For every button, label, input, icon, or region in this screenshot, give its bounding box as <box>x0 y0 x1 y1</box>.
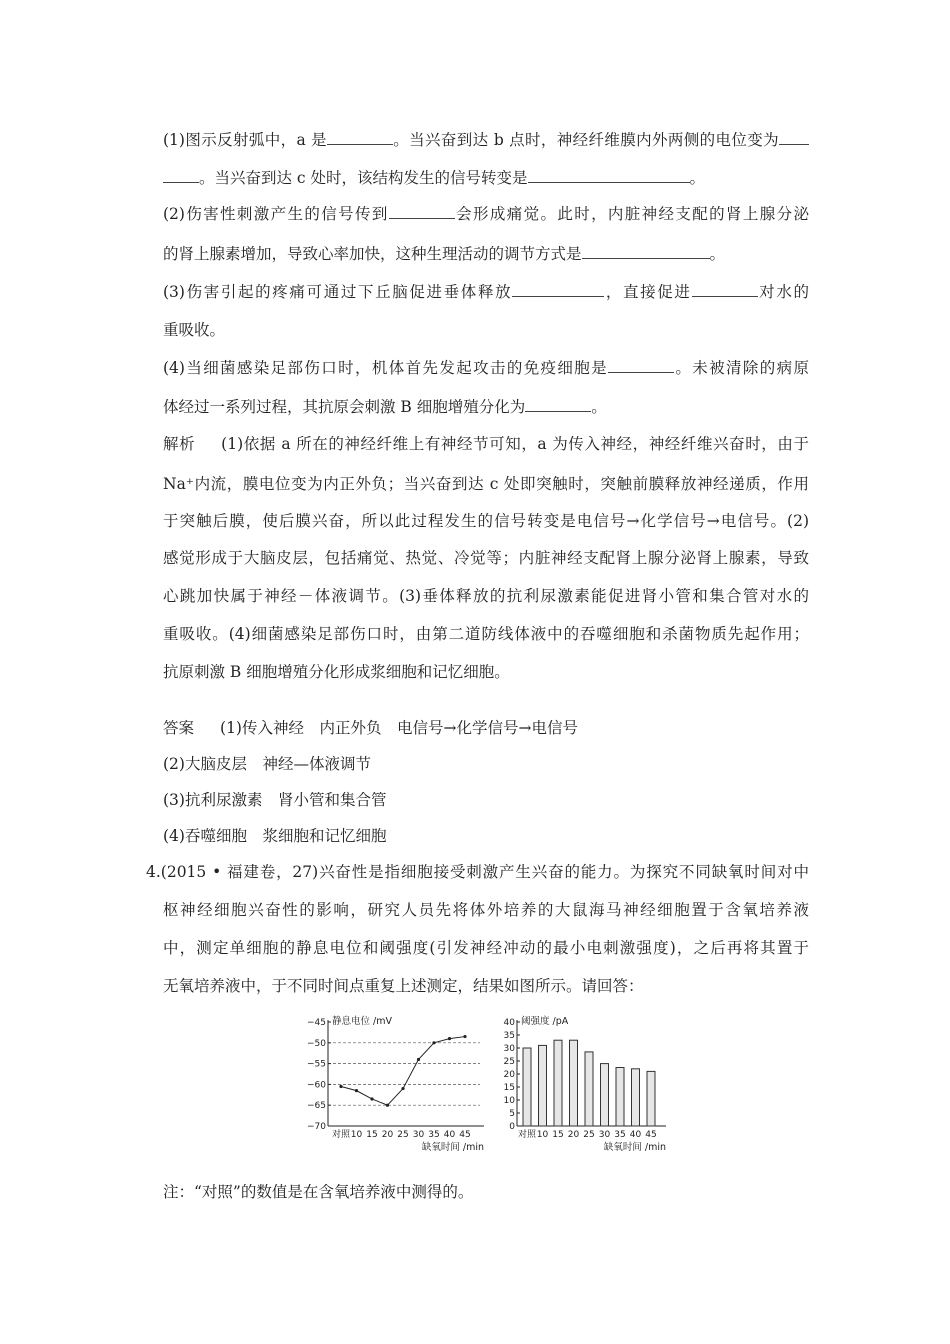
text: (4)当细菌感染足部伤口时，机体首先发起攻击的免疫细胞是 <box>163 359 609 377</box>
text: (3)伤害引起的疼痛可通过下丘脑促进垂体释放 <box>163 283 513 301</box>
q4-note: 注：“对照”的数值是在含氧培养液中测得的。 <box>163 1183 474 1201</box>
x-tick-label: 15 <box>366 1130 378 1140</box>
y-tick-label: 30 <box>503 1044 515 1054</box>
analysis-label: 解析 <box>163 435 196 453</box>
y-axis-label: 阈强度 /pA <box>521 1016 569 1027</box>
resting-potential-chart <box>307 1015 484 1152</box>
x-tick-label: 35 <box>614 1130 626 1140</box>
q4-line-1: 4.(2015 • 福建卷，27)兴奋性是指细胞接受刺激产生兴奋的能力。为探究不同缺氧时间对中 <box>146 863 809 881</box>
y-tick-label: 10 <box>503 1096 515 1106</box>
text: (1)依据 a 所在的神经纤维上有神经节可知，a 为传入神经，神经纤维兴奋时，由于 <box>221 435 809 453</box>
text: 。当兴奋到达 b 点时，神经纤维膜内外两侧的电位变为 <box>392 131 780 149</box>
text: 。 <box>591 398 607 416</box>
y-tick-label: 40 <box>503 1018 515 1028</box>
x-tick-label: 40 <box>443 1130 456 1140</box>
data-point <box>417 1058 420 1061</box>
answer-line-1 <box>163 718 809 738</box>
figure <box>290 1012 680 1152</box>
data-point <box>432 1041 435 1044</box>
analysis-line-5: 心跳加快属于神经－体液调节。(3)垂体释放的抗利尿激素能促进肾小管和集合管对水的 <box>163 587 809 605</box>
analysis-line-4: 感觉形成于大脑皮层，包括痛觉、热觉、冷觉等；内脏神经支配肾上腺分泌肾上腺素，导致 <box>163 549 809 567</box>
answer-blank <box>692 282 758 297</box>
x-tick-label: 40 <box>629 1130 642 1140</box>
answer-blank <box>512 282 604 297</box>
bar <box>632 1069 640 1126</box>
x-tick-label: 10 <box>350 1130 363 1140</box>
data-point <box>401 1087 404 1090</box>
y-tick-label: 35 <box>503 1031 515 1041</box>
answer-blank <box>582 244 710 259</box>
x-tick-label: 25 <box>583 1130 595 1140</box>
y-tick-label: −65 <box>307 1101 326 1112</box>
y-tick-label: −60 <box>307 1080 326 1091</box>
analysis-line-6: 重吸收。(4)细菌感染足部伤口时，由第二道防线体液中的吞噬细胞和杀菌物质先起作用； <box>163 625 809 643</box>
x-tick-label: 30 <box>598 1130 611 1140</box>
answer-line-3: (3)抗利尿激素 肾小管和集合管 <box>163 791 387 809</box>
bar <box>554 1040 562 1126</box>
q3-part4-line2 <box>163 397 809 417</box>
answer-blank <box>525 397 591 412</box>
q3-part3-line2 <box>163 320 809 340</box>
bar <box>601 1064 609 1126</box>
text: 。 <box>689 169 706 187</box>
y-tick-label: 0 <box>509 1122 515 1132</box>
q4-line-3: 中，测定单细胞的静息电位和阈强度(引发神经冲动的最小电刺激强度)，之后再将其置于 <box>163 939 809 957</box>
answer-label: 答案 <box>163 719 195 737</box>
text: 。未被清除的病原 <box>674 359 809 377</box>
text: 。 <box>709 245 726 263</box>
data-point <box>339 1085 342 1088</box>
bar <box>616 1068 624 1127</box>
answer-blank <box>608 358 674 373</box>
answer-blank <box>163 168 199 183</box>
x-tick-label: 30 <box>412 1130 425 1140</box>
q4-line-4: 无氧培养液中，于不同时间点重复上述测定，结果如图所示。请回答： <box>163 977 644 995</box>
y-tick-label: 5 <box>509 1109 515 1119</box>
x-tick-label: 对照 <box>331 1130 351 1140</box>
x-tick-label: 45 <box>459 1130 471 1140</box>
x-tick-label: 25 <box>397 1130 409 1140</box>
answer-blank <box>528 168 690 183</box>
bar <box>570 1040 578 1126</box>
x-axis-label: 缺氧时间 /min <box>421 1142 484 1152</box>
text: 体经过一系列过程，其抗原会刺激 B 细胞增殖分化为 <box>163 398 526 416</box>
text: 会形成痛觉。此时，内脏神经支配的肾上腺分泌 <box>454 205 809 223</box>
data-point <box>370 1097 373 1100</box>
q3-part1-line2 <box>163 168 809 188</box>
text: 。当兴奋到达 c 处时，该结构发生的信号转变是 <box>199 169 528 187</box>
q4-line-2: 枢神经细胞兴奋性的影响，研究人员先将体外培养的大鼠海马神经细胞置于含氧培养液 <box>163 901 809 919</box>
bar <box>647 1071 655 1126</box>
x-tick-label: 45 <box>645 1130 657 1140</box>
bar <box>585 1052 593 1126</box>
data-point <box>386 1104 389 1107</box>
y-tick-label: −55 <box>307 1059 326 1070</box>
x-tick-label: 10 <box>536 1130 549 1140</box>
q3-part4-line1 <box>163 358 809 378</box>
data-point <box>355 1089 358 1092</box>
analysis-line-1 <box>163 434 809 454</box>
answer-blank <box>327 130 393 145</box>
y-tick-label: −45 <box>307 1018 326 1028</box>
x-tick-label: 35 <box>428 1130 440 1140</box>
x-tick-label: 对照 <box>517 1130 537 1140</box>
text: 的肾上腺素增加，导致心率加快，这种生理活动的调节方式是 <box>163 245 582 263</box>
bar <box>523 1048 531 1126</box>
analysis-line-3: 于突触后膜，使后膜兴奋，所以此过程发生的信号转变是电信号→化学信号→电信号。(2) <box>163 512 809 530</box>
threshold-intensity-chart <box>504 1015 666 1152</box>
y-tick-label: −70 <box>307 1122 326 1132</box>
data-point <box>463 1035 466 1038</box>
text: (2)伤害性刺激产生的信号传到 <box>163 205 389 223</box>
y-tick-label: −50 <box>307 1038 326 1049</box>
analysis-line-2: Na⁺内流，膜电位变为内正外负；当兴奋到达 c 处即突触时，突触前膜释放神经递质，作用 <box>163 475 809 493</box>
text: 对水的 <box>757 283 809 301</box>
answer-blank <box>779 130 809 145</box>
text: (1)传入神经 内正外负 电信号→化学信号→电信号 <box>220 719 578 737</box>
series-line <box>341 1037 465 1106</box>
text: (1)图示反射弧中，a 是 <box>163 131 327 149</box>
q3-part2-line1 <box>163 204 809 224</box>
bar <box>539 1045 547 1126</box>
y-tick-label: 15 <box>503 1083 515 1093</box>
answer-blank <box>389 204 455 219</box>
data-point <box>448 1037 451 1040</box>
y-tick-label: 25 <box>503 1057 515 1067</box>
text: ，直接促进 <box>604 283 692 301</box>
answer-line-2: (2)大脑皮层 神经—体液调节 <box>163 755 371 773</box>
q3-part3-line1 <box>163 282 809 302</box>
y-tick-label: 20 <box>503 1070 515 1080</box>
q3-part1-line1 <box>163 130 809 150</box>
x-axis-label: 缺氧时间 /min <box>603 1142 666 1152</box>
q3-part2-line2 <box>163 244 809 264</box>
answer-line-4: (4)吞噬细胞 浆细胞和记忆细胞 <box>163 827 387 845</box>
x-tick-label: 20 <box>567 1130 580 1140</box>
y-axis-label: 静息电位 /mV <box>332 1016 392 1027</box>
text: 重吸收。 <box>163 321 226 339</box>
analysis-line-7: 抗原刺激 B 细胞增殖分化形成浆细胞和记忆细胞。 <box>163 663 510 681</box>
x-tick-label: 20 <box>381 1130 394 1140</box>
x-tick-label: 15 <box>552 1130 564 1140</box>
